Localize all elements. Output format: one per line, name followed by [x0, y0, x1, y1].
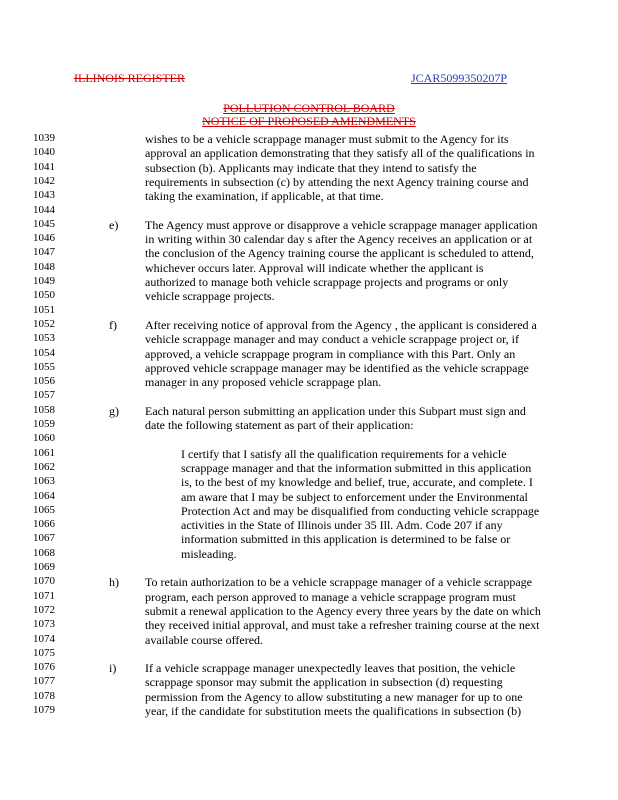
line-number: 1059: [33, 418, 55, 430]
line-number: 1047: [33, 246, 55, 259]
text-line-quote: information submitted in this application is determined to be false or: [181, 532, 511, 547]
line-number: 1041: [33, 160, 55, 173]
text-line-quote: I certify that I satisfy all the qualification requirements for a vehicle: [181, 446, 507, 461]
line-number: 1067: [33, 532, 55, 545]
line-number: 1060: [33, 432, 55, 445]
notice-title: NOTICE OF PROPOSED AMENDMENTS: [202, 114, 416, 128]
text-line-intro: requirements in subsection (c) by attending the next Agency training course and: [145, 174, 529, 189]
line-number: 1043: [33, 189, 55, 202]
text-line-intro: approval an application demonstrating that they satisfy all of the qualifications in: [145, 146, 535, 161]
text-line-f: vehicle scrappage manager and may conduct a vehicle scrappage project or, if: [145, 332, 520, 347]
register-title: ILLINOIS REGISTER: [74, 71, 185, 85]
text-line-h: To retain authorization to be a vehicle scrappage manager of a vehicle scrappage: [145, 575, 532, 590]
line-number: 1054: [33, 346, 55, 359]
line-number: 1063: [33, 475, 55, 488]
line-number: 1042: [33, 174, 55, 187]
text-line-f: approved, a vehicle scrappage program in compliance with this Part. Only an: [145, 346, 516, 361]
line-number: 1074: [33, 632, 55, 645]
line-number: 1078: [33, 689, 55, 702]
line-number: 1061: [33, 446, 55, 459]
line-number: 1069: [33, 561, 55, 573]
text-line-quote: activities in the State of Illinois under 35 Ill. Adm. Code 207 if any: [181, 518, 503, 533]
line-number: 1039: [33, 132, 55, 144]
subsection-label-g: g): [109, 403, 119, 418]
text-line-f: After receiving notice of approval from the Agency , the applicant is considered a: [145, 317, 537, 332]
text-line-e: the conclusion of the Agency training course the applicant is scheduled to attend,: [145, 246, 534, 261]
text-line-e: The Agency must approve or disapprove a vehicle scrappage manager application: [145, 217, 538, 232]
text-line-h: they received initial approval, and must take a refresher training course at the next: [145, 618, 540, 633]
jcar-code-link[interactable]: JCAR5099350207P: [411, 71, 508, 85]
line-number: 1053: [33, 332, 55, 345]
line-number: 1048: [33, 260, 55, 273]
line-number: 1045: [33, 217, 55, 230]
line-number: 1079: [33, 704, 55, 716]
line-number: 1072: [33, 603, 55, 616]
line-number: 1068: [33, 546, 55, 559]
subsection-label-h: h): [109, 575, 119, 590]
text-line-quote: scrappage manager and that the information submitted in this application: [181, 460, 532, 475]
line-number: 1066: [33, 518, 55, 531]
text-line-intro: wishes to be a vehicle scrappage manager must submit to the Agency for its: [145, 132, 509, 146]
line-number: 1040: [33, 146, 55, 159]
text-line-quote: am aware that I may be subject to enforcement under the Environmental: [181, 489, 528, 504]
text-line-intro: subsection (b). Applicants may indicate that they intend to satisfy the: [145, 160, 477, 175]
text-line-g: Each natural person submitting an application under this Subpart must sign and: [145, 403, 526, 418]
text-line-g: date the following statement as part of their application:: [145, 418, 414, 432]
line-number: 1075: [33, 646, 55, 659]
text-line-e: in writing within 30 calendar day s after the Agency receives an application or at: [145, 232, 533, 247]
board-title: POLLUTION CONTROL BOARD: [223, 101, 395, 115]
text-line-f: manager in any proposed vehicle scrappage plan.: [145, 375, 382, 390]
text-line-quote: Protection Act and may be disqualified from conducting vehicle scrappage: [181, 503, 540, 518]
subsection-label-i: i): [109, 661, 117, 676]
subsection-label-e: e): [109, 217, 119, 232]
text-line-i: scrappage sponsor may submit the application in subsection (d) requesting: [145, 675, 503, 690]
line-number: 1058: [33, 403, 55, 416]
line-number: 1077: [33, 675, 55, 688]
text-line-i: permission from the Agency to allow substituting a new manager for up to one: [145, 689, 523, 704]
line-number: 1062: [33, 460, 55, 473]
line-number: 1044: [33, 203, 55, 216]
text-line-e: whichever occurs later. Approval will indicate whether the applicant is: [145, 260, 484, 275]
text-line-h: available course offered.: [145, 632, 264, 647]
line-number: 1052: [33, 317, 55, 330]
line-number: 1071: [33, 589, 55, 602]
line-number: 1056: [33, 375, 55, 388]
subsection-label-f: f): [109, 317, 117, 332]
text-line-i: year, if the candidate for substitution meets the qualifications in subsection (b): [145, 704, 522, 718]
text-line-quote: is, to the best of my knowledge and belief, true, accurate, and complete. I: [181, 475, 533, 490]
text-line-h: program, each person approved to manage a vehicle scrappage program must: [145, 589, 516, 604]
text-line-i: If a vehicle scrappage manager unexpectedly leaves that position, the vehicle: [145, 661, 516, 676]
line-number: 1076: [33, 661, 55, 674]
line-number: 1051: [33, 303, 55, 316]
line-number: 1057: [33, 389, 55, 402]
text-line-f: approved vehicle scrappage manager may be identified as the vehicle scrappage: [145, 360, 529, 375]
text-line-e: authorized to manage both vehicle scrappage projects and programs or only: [145, 275, 509, 289]
line-number: 1046: [33, 232, 55, 245]
line-number: 1070: [33, 575, 55, 588]
line-number: 1050: [33, 289, 55, 302]
line-number: 1055: [33, 360, 55, 373]
text-line-h: submit a renewal application to the Agency every three years by the date on which: [145, 603, 541, 618]
text-line-intro: taking the examination, if applicable, at that time.: [145, 189, 384, 204]
text-line-quote: misleading.: [181, 546, 237, 561]
line-number: 1073: [33, 618, 55, 631]
line-number: 1064: [33, 489, 55, 502]
line-number: 1065: [33, 503, 55, 516]
line-number: 1049: [33, 275, 55, 287]
text-line-e: vehicle scrappage projects.: [145, 289, 275, 304]
